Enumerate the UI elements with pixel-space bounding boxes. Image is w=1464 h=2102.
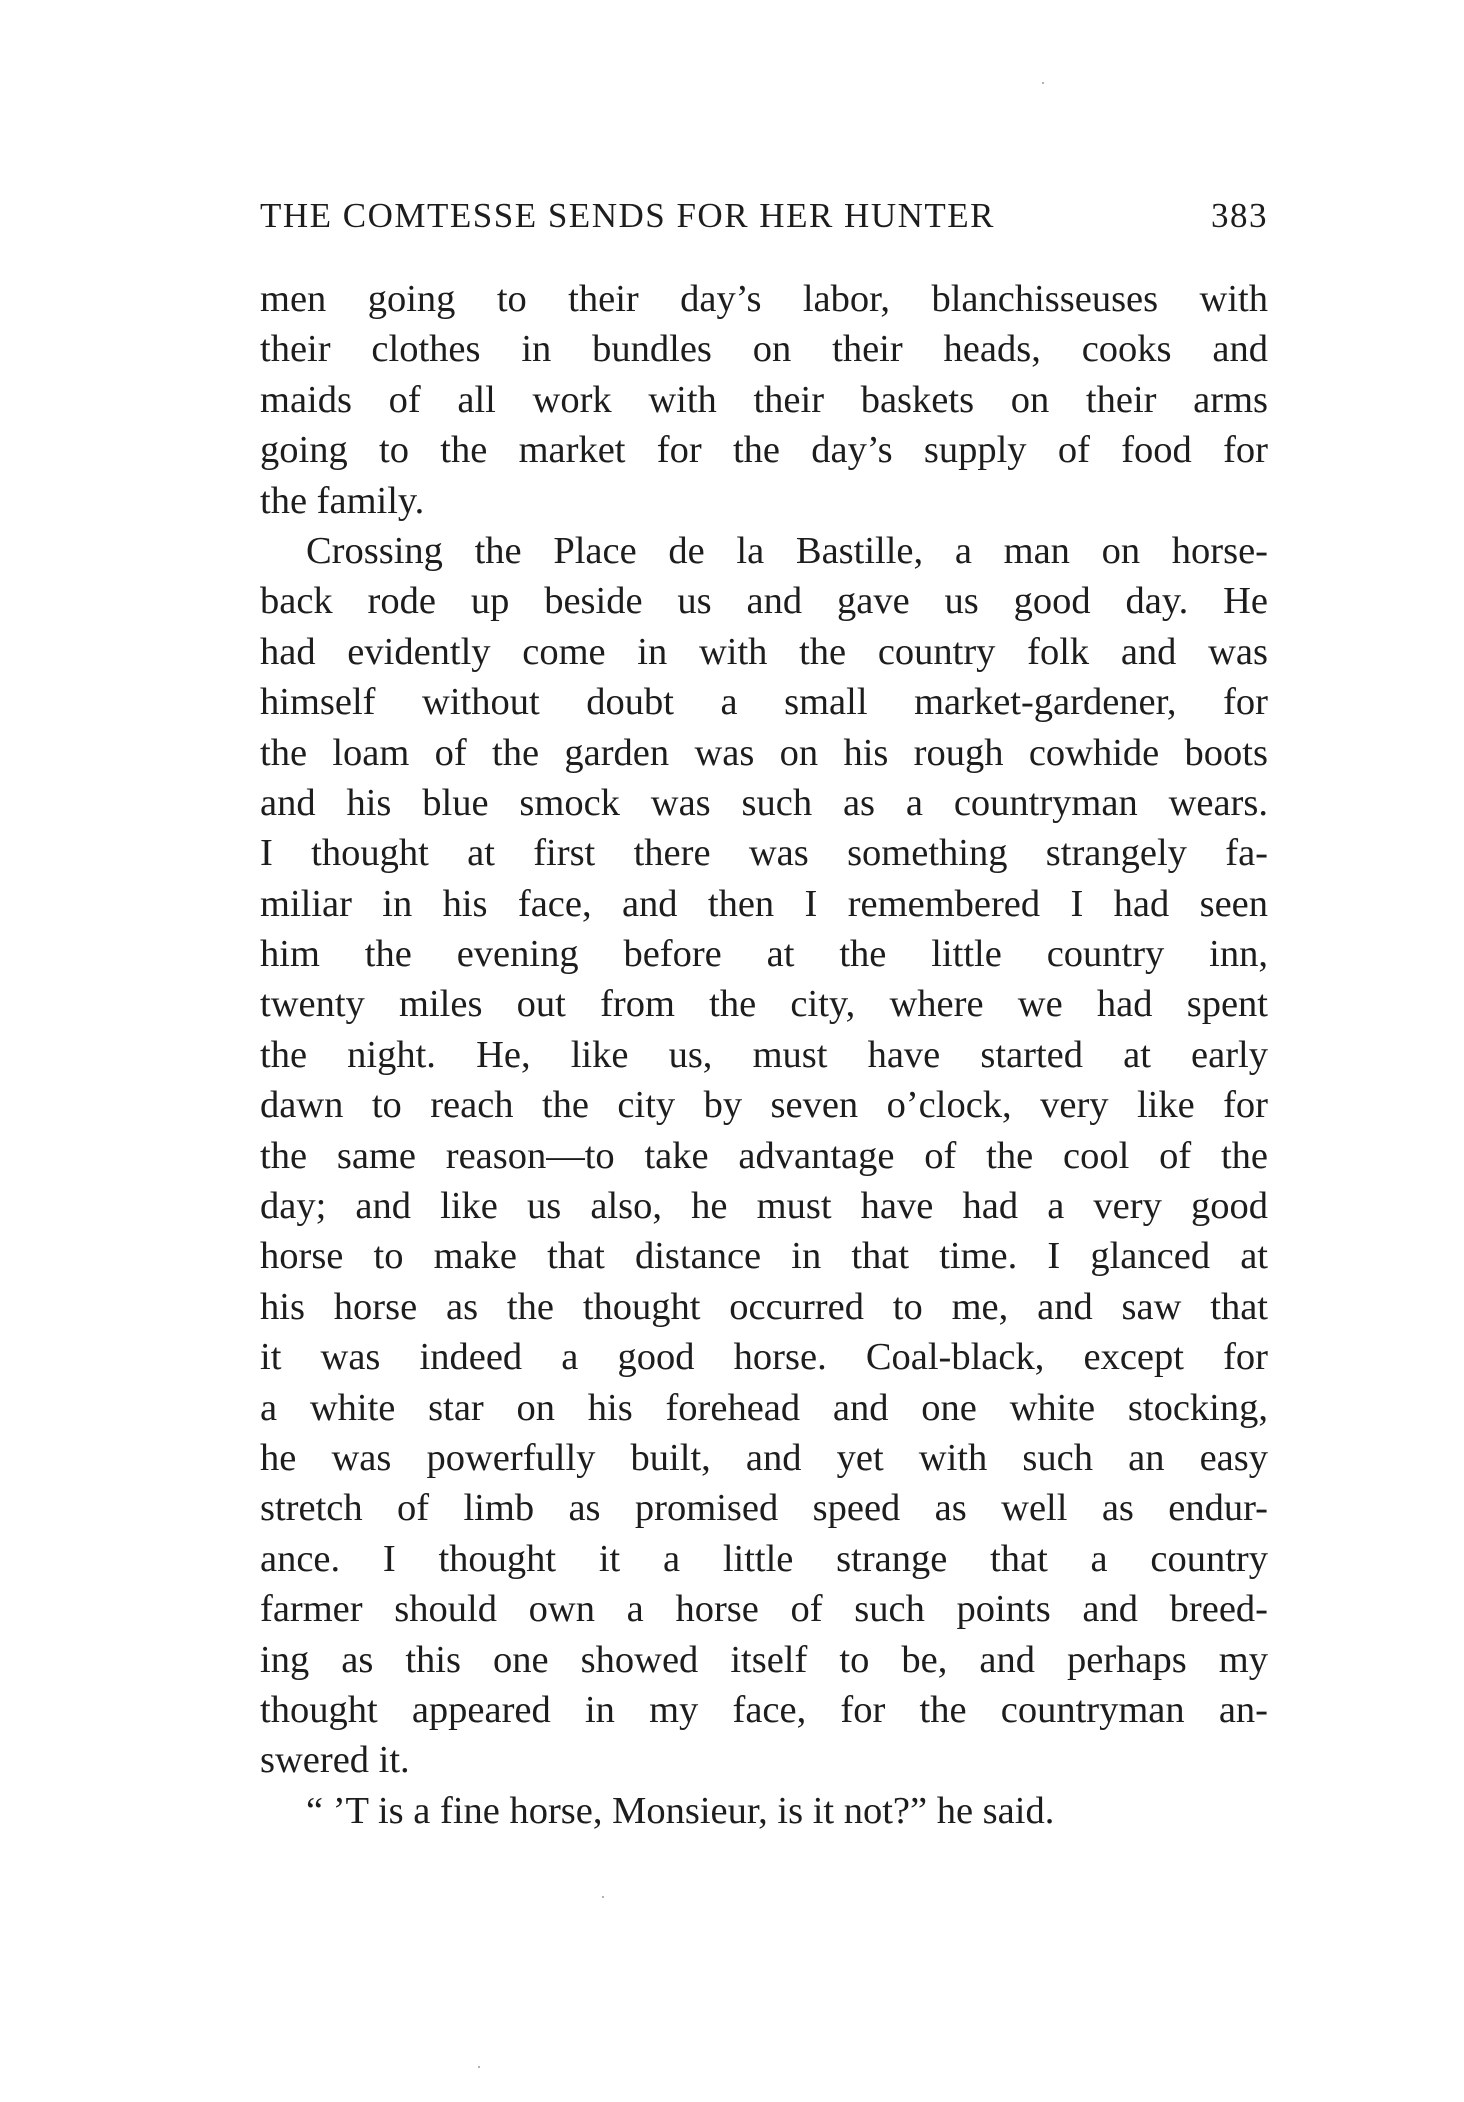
- paragraph: [260, 526, 1268, 1786]
- text-line: thought appeared in my face, for the countryman an-: [260, 1688, 1268, 1731]
- paper-speck: [602, 1896, 604, 1898]
- text-line: stretch of limb as promised speed as well as endur-: [260, 1487, 1268, 1530]
- text-line: the night. He, like us, must have started at early: [260, 1033, 1268, 1076]
- text-line: the same reason—to take advantage of the cool of the: [260, 1134, 1268, 1177]
- text-line: maids of all work with their baskets on their arms: [260, 378, 1268, 421]
- text-line: it was indeed a good horse. Coal-black, except for: [260, 1336, 1268, 1379]
- text-line: miliar in his face, and then I remembered I had seen: [260, 882, 1268, 925]
- paper-speck: [478, 2066, 480, 2068]
- text-line: the loam of the garden was on his rough cowhide boots: [260, 731, 1268, 774]
- paragraph: [260, 1786, 1268, 1836]
- text-line: he was powerfully built, and yet with such an easy: [260, 1436, 1268, 1479]
- text-line: him the evening before at the little country inn,: [260, 933, 1268, 976]
- text-line: “ ’T is a fine horse, Monsieur, is it not?” he said.: [306, 1789, 1055, 1832]
- text-line: Crossing the Place de la Bastille, a man on horse-: [306, 529, 1268, 572]
- text-line: had evidently come in with the country folk and was: [260, 630, 1268, 673]
- body-text: [260, 274, 1268, 1836]
- text-line: day; and like us also, he must have had a very good: [260, 1185, 1268, 1228]
- text-line: men going to their day’s labor, blanchisseuses with: [260, 278, 1268, 320]
- text-line: swered it.: [260, 1739, 410, 1782]
- text-line: their clothes in bundles on their heads, cooks and: [260, 328, 1268, 371]
- text-line: himself without doubt a small market-gardener, for: [260, 681, 1268, 724]
- text-line: the family.: [260, 479, 425, 522]
- page-number: 383: [1211, 196, 1268, 235]
- text-line: I thought at first there was something strangely fa-: [260, 832, 1268, 875]
- text-line: his horse as the thought occurred to me, and saw that: [260, 1285, 1268, 1328]
- paragraph: [260, 274, 1268, 526]
- text-line: twenty miles out from the city, where we had spent: [260, 983, 1268, 1026]
- text-line: a white star on his forehead and one white stocking,: [260, 1386, 1268, 1429]
- text-line: ing as this one showed itself to be, and perhaps my: [260, 1638, 1268, 1681]
- text-line: ance. I thought it a little strange that a country: [260, 1537, 1268, 1580]
- text-line: horse to make that distance in that time. I glanced at: [260, 1235, 1268, 1278]
- running-head: [260, 196, 1268, 246]
- chapter-title: THE COMTESSE SENDS FOR HER HUNTER: [260, 196, 995, 235]
- text-line: and his blue smock was such as a countryman wears.: [260, 781, 1268, 824]
- text-line: dawn to reach the city by seven o’clock, very like for: [260, 1084, 1268, 1127]
- text-line: farmer should own a horse of such points and breed-: [260, 1588, 1268, 1631]
- text-line: going to the market for the day’s supply of food for: [260, 429, 1268, 472]
- text-line: back rode up beside us and gave us good day. He: [260, 580, 1268, 623]
- paper-speck: [1042, 82, 1044, 84]
